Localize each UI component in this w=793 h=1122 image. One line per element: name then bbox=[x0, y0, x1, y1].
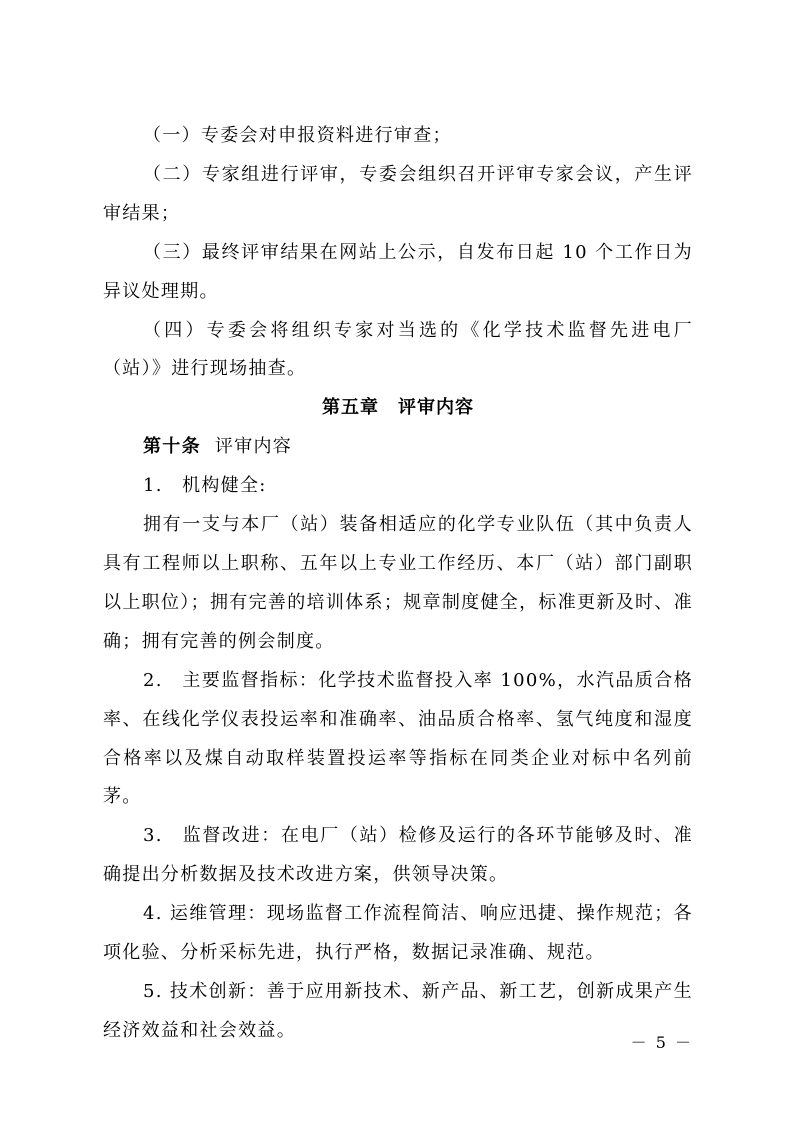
paragraph-review-step-4: （四）专委会将组织专家对当选的《化学技术监督先进电厂（站）》进行现场抽查。 bbox=[103, 319, 693, 380]
paragraph-item-1-body: 拥有一支与本厂（站）装备相适应的化学专业队伍（其中负责人具有工程师以上职称、五年以上专业工作经历、本厂（站）部门副职以上职位）；拥有完善的培训体系；规章制度健全，标准更新及时、准确；拥有完善的例会制度。 bbox=[103, 514, 693, 652]
paragraph-review-step-2: （二）专家组进行评审，专委会组织召开评审专家会议，产生评审结果； bbox=[103, 163, 693, 224]
paragraph-item-5: 5. 技术创新：善于应用新技术、新产品、新工艺，创新成果产生经济效益和社会效益。 bbox=[103, 980, 693, 1041]
page-number: － 5 － bbox=[630, 1033, 693, 1052]
paragraph-review-step-3: （三）最终评审结果在网站上公示，自发布日起 10 个工作日为异议处理期。 bbox=[103, 241, 693, 302]
paragraph-item-1-heading: 1. 机构健全: bbox=[143, 475, 267, 497]
chapter-heading: 第五章 评审内容 bbox=[322, 397, 474, 419]
article-number: 第十条 bbox=[143, 436, 201, 458]
paragraph-item-3: 3. 监督改进：在电厂（站）检修及运行的各环节能够及时、准确提出分析数据及技术改进方案，供领导决策。 bbox=[103, 825, 693, 886]
paragraph-item-4: 4. 运维管理：现场监督工作流程简洁、响应迅捷、操作规范；各项化验、分析采标先进，执行严格，数据记录准确、规范。 bbox=[103, 903, 693, 964]
document-body bbox=[103, 117, 693, 1051]
article-heading bbox=[103, 428, 693, 467]
paragraph-review-step-1: （一）专委会对申报资料进行审查； bbox=[143, 125, 452, 146]
article-title: 评审内容 bbox=[214, 436, 293, 458]
paragraph-item-2: 2. 主要监督指标：化学技术监督投入率 100%，水汽品质合格率、在线化学仪表投运率和准确率、油品质合格率、氢气纯度和湿度合格率以及煤自动取样装置投运率等指标在同类企业对标中名列前茅。 bbox=[103, 669, 693, 808]
